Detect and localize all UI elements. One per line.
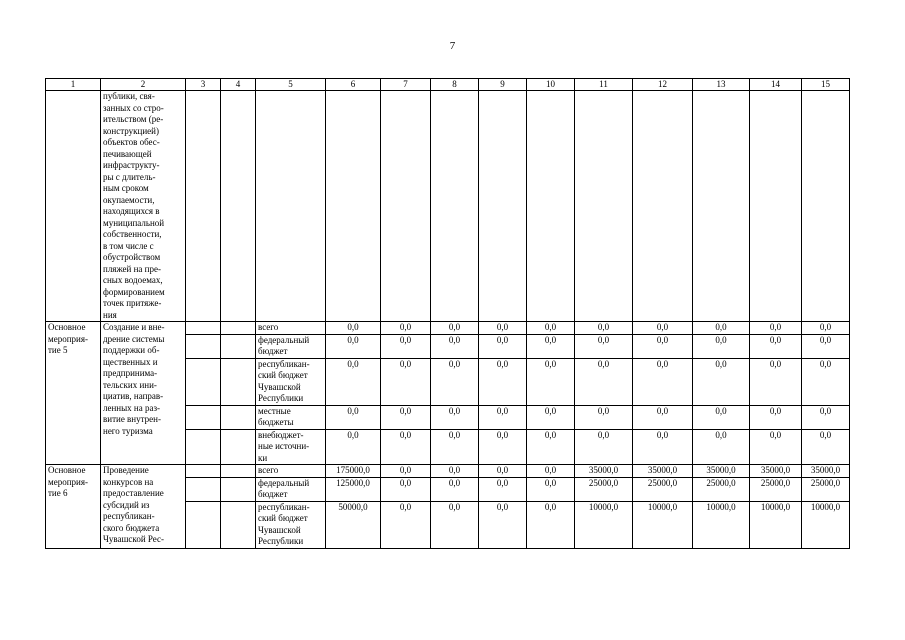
funding-source-line: Республики — [258, 393, 304, 403]
description-line: Чувашской Рес- — [103, 534, 164, 544]
value-cell: 0,0 — [575, 358, 633, 405]
value-cell: 10000,0 — [693, 501, 750, 548]
description-line: тельских ини- — [103, 379, 157, 390]
value-cell: 0,0 — [381, 358, 431, 405]
value-cell: 0,0 — [326, 405, 381, 429]
value-cell: 0,0 — [633, 334, 693, 358]
cell-empty — [221, 429, 256, 465]
table-row — [46, 465, 850, 478]
description-line: в том числе с — [103, 240, 154, 251]
cell-empty — [633, 91, 693, 322]
cell-empty — [186, 358, 221, 405]
cell-empty — [221, 358, 256, 405]
value-cell: 0,0 — [527, 477, 575, 501]
event-name-line: Основное — [48, 322, 86, 332]
value-cell: 175000,0 — [326, 465, 381, 478]
funding-source-line: ки — [258, 452, 268, 463]
funding-source-line: ский бюджет — [258, 370, 308, 380]
event-description-cell — [101, 322, 186, 465]
value-cell: 0,0 — [479, 322, 527, 335]
funding-source-cell — [256, 477, 326, 501]
cell-empty — [221, 322, 256, 335]
value-cell: 0,0 — [633, 429, 693, 465]
cell-empty — [221, 334, 256, 358]
value-cell: 0,0 — [479, 429, 527, 465]
description-line: щественных и — [103, 356, 158, 367]
description-line: находящихся в — [103, 206, 160, 216]
description-line: конкурсов на — [103, 476, 154, 487]
value-cell: 10000,0 — [750, 501, 802, 548]
value-cell: 0,0 — [527, 405, 575, 429]
description-line: Проведение — [103, 465, 149, 475]
cell-empty — [256, 91, 326, 322]
value-cell: 125000,0 — [326, 477, 381, 501]
value-cell: 0,0 — [479, 465, 527, 478]
funding-source-line: ные источни- — [258, 441, 310, 451]
header-cell: 10 — [527, 79, 575, 91]
funding-source-line: Республики — [258, 536, 304, 546]
header-cell: 6 — [326, 79, 381, 91]
event-name-cell — [46, 465, 101, 549]
funding-source-cell — [256, 501, 326, 548]
funding-source-line: республикан- — [258, 501, 310, 512]
cell-empty — [221, 465, 256, 478]
budget-table — [45, 78, 850, 549]
event-name-line: тие 5 — [48, 345, 68, 355]
value-cell: 0,0 — [381, 334, 431, 358]
value-cell: 0,0 — [575, 405, 633, 429]
funding-source-line: внебюджет- — [258, 429, 304, 440]
header-cell: 14 — [750, 79, 802, 91]
page-number: 7 — [449, 40, 456, 52]
funding-source-line: бюджет — [258, 489, 288, 499]
value-cell: 0,0 — [431, 322, 479, 335]
header-cell: 15 — [802, 79, 850, 91]
value-cell: 10000,0 — [802, 501, 850, 548]
description-line: объектов обес- — [103, 137, 160, 147]
funding-source-line: ский бюджет — [258, 513, 308, 523]
description-line: субсидий из — [103, 499, 150, 510]
value-cell: 25000,0 — [633, 477, 693, 501]
value-cell: 0,0 — [750, 405, 802, 429]
funding-source-line: федеральный — [258, 334, 310, 345]
value-cell: 0,0 — [575, 334, 633, 358]
value-cell: 0,0 — [479, 334, 527, 358]
value-cell: 0,0 — [693, 322, 750, 335]
table-header-row — [46, 79, 850, 91]
event-name-line: Основное — [48, 465, 86, 475]
cell-empty — [186, 477, 221, 501]
value-cell: 0,0 — [633, 358, 693, 405]
description-line: печивающей — [103, 148, 152, 159]
funding-source-cell — [256, 429, 326, 465]
funding-source-line: всего — [258, 465, 279, 475]
value-cell: 10000,0 — [575, 501, 633, 548]
cell-empty — [750, 91, 802, 322]
value-cell: 0,0 — [633, 322, 693, 335]
description-line: него туризма — [103, 425, 153, 436]
funding-source-line: федеральный — [258, 477, 310, 488]
value-cell: 0,0 — [527, 334, 575, 358]
funding-source-line: Чувашской — [258, 524, 301, 535]
value-cell: 0,0 — [750, 429, 802, 465]
header-cell: 4 — [221, 79, 256, 91]
value-cell: 0,0 — [431, 501, 479, 548]
cell-empty — [186, 465, 221, 478]
value-cell: 0,0 — [527, 429, 575, 465]
description-line: точек притяже- — [103, 298, 162, 308]
cell-empty — [527, 91, 575, 322]
value-cell: 25000,0 — [750, 477, 802, 501]
value-cell: 0,0 — [431, 358, 479, 405]
event-name-line: тие 6 — [48, 488, 68, 498]
funding-source-cell — [256, 358, 326, 405]
cell-empty — [431, 91, 479, 322]
table-row — [46, 322, 850, 335]
value-cell: 25000,0 — [575, 477, 633, 501]
cell-empty — [381, 91, 431, 322]
description-line: республикан- — [103, 511, 155, 521]
cell-empty — [186, 322, 221, 335]
value-cell: 0,0 — [633, 405, 693, 429]
cell-empty — [46, 91, 101, 322]
description-line: дрение системы — [103, 333, 165, 344]
cell-empty — [326, 91, 381, 322]
value-cell: 0,0 — [693, 334, 750, 358]
value-cell: 0,0 — [381, 465, 431, 478]
value-cell: 0,0 — [527, 501, 575, 548]
value-cell: 25000,0 — [802, 477, 850, 501]
value-cell: 0,0 — [326, 334, 381, 358]
description-line: публики, свя- — [103, 91, 155, 101]
description-line: инфраструкту- — [103, 160, 160, 170]
description-line: ительством (ре- — [103, 114, 164, 124]
header-cell: 11 — [575, 79, 633, 91]
cell-empty — [575, 91, 633, 322]
event-name-line: мероприя- — [48, 476, 88, 487]
value-cell: 0,0 — [693, 358, 750, 405]
value-cell: 0,0 — [802, 429, 850, 465]
header-cell: 1 — [46, 79, 101, 91]
value-cell: 0,0 — [381, 429, 431, 465]
description-line: ния — [103, 309, 117, 320]
funding-source-cell — [256, 465, 326, 478]
table-body — [46, 79, 850, 549]
cell-empty — [802, 91, 850, 322]
cell-empty — [186, 429, 221, 465]
value-cell: 50000,0 — [326, 501, 381, 548]
funding-source-cell — [256, 405, 326, 429]
value-cell: 0,0 — [479, 501, 527, 548]
value-cell: 10000,0 — [633, 501, 693, 548]
value-cell: 0,0 — [802, 334, 850, 358]
table-row — [46, 91, 850, 322]
value-cell: 0,0 — [802, 322, 850, 335]
cell-empty — [221, 501, 256, 548]
funding-source-cell — [256, 322, 326, 335]
description-line: ры с длитель- — [103, 171, 156, 182]
header-cell: 8 — [431, 79, 479, 91]
value-cell: 0,0 — [479, 477, 527, 501]
value-cell: 0,0 — [431, 429, 479, 465]
cell-empty — [221, 91, 256, 322]
value-cell: 0,0 — [381, 322, 431, 335]
value-cell: 25000,0 — [693, 477, 750, 501]
funding-source-line: бюджет — [258, 346, 288, 356]
value-cell: 0,0 — [802, 405, 850, 429]
header-cell: 5 — [256, 79, 326, 91]
funding-source-line: Чувашской — [258, 381, 301, 392]
header-cell: 12 — [633, 79, 693, 91]
value-cell: 0,0 — [431, 334, 479, 358]
value-cell: 0,0 — [750, 358, 802, 405]
description-line: муниципальной — [103, 217, 165, 228]
value-cell: 35000,0 — [633, 465, 693, 478]
value-cell: 0,0 — [750, 334, 802, 358]
header-cell: 9 — [479, 79, 527, 91]
value-cell: 35000,0 — [575, 465, 633, 478]
description-line: витие внутрен- — [103, 414, 161, 424]
description-line: окупаемости, — [103, 194, 155, 205]
funding-source-cell — [256, 334, 326, 358]
cell-empty — [186, 334, 221, 358]
header-cell: 13 — [693, 79, 750, 91]
event-description-cell — [101, 465, 186, 549]
value-cell: 0,0 — [381, 477, 431, 501]
cell-empty — [693, 91, 750, 322]
value-cell: 0,0 — [527, 322, 575, 335]
cell-empty — [186, 501, 221, 548]
description-line: конструкцией) — [103, 125, 159, 136]
value-cell: 0,0 — [326, 358, 381, 405]
cell-empty — [479, 91, 527, 322]
cell-empty — [186, 405, 221, 429]
event-name-cell — [46, 322, 101, 465]
description-line: предоставление — [103, 488, 164, 498]
funding-source-line: республикан- — [258, 358, 310, 369]
description-line: занных со стро- — [103, 102, 164, 113]
funding-source-line: бюджеты — [258, 417, 294, 427]
event-name-line: мероприя- — [48, 333, 88, 344]
value-cell: 0,0 — [575, 429, 633, 465]
header-cell: 7 — [381, 79, 431, 91]
value-cell: 0,0 — [381, 405, 431, 429]
value-cell: 0,0 — [479, 405, 527, 429]
header-cell: 3 — [186, 79, 221, 91]
value-cell: 0,0 — [575, 322, 633, 335]
description-line: сных водоемах, — [103, 275, 163, 285]
value-cell: 0,0 — [326, 322, 381, 335]
description-line: формированием — [103, 286, 165, 297]
value-cell: 0,0 — [693, 429, 750, 465]
description-line: ным сроком — [103, 183, 149, 193]
value-cell: 0,0 — [527, 358, 575, 405]
description-line: ленных на раз- — [103, 402, 161, 413]
cell-empty — [221, 405, 256, 429]
description-line: поддержки об- — [103, 345, 160, 355]
description-line: ского бюджета — [103, 522, 160, 533]
description-line: обустройством — [103, 252, 161, 262]
description-line: предпринима- — [103, 368, 158, 378]
description-line: Создание и вне- — [103, 322, 165, 332]
funding-source-line: всего — [258, 322, 279, 332]
value-cell: 0,0 — [479, 358, 527, 405]
value-cell: 0,0 — [381, 501, 431, 548]
value-cell: 0,0 — [431, 477, 479, 501]
cell-empty — [186, 91, 221, 322]
value-cell: 0,0 — [693, 405, 750, 429]
funding-source-line: местные — [258, 405, 291, 416]
value-cell: 0,0 — [802, 358, 850, 405]
cell-empty — [221, 477, 256, 501]
header-cell: 2 — [101, 79, 186, 91]
description-line: пляжей на пре- — [103, 263, 161, 274]
value-cell: 0,0 — [326, 429, 381, 465]
value-cell: 0,0 — [527, 465, 575, 478]
value-cell: 0,0 — [750, 322, 802, 335]
value-cell: 0,0 — [431, 465, 479, 478]
description-line: циатив, направ- — [103, 391, 164, 401]
value-cell: 35000,0 — [693, 465, 750, 478]
value-cell: 35000,0 — [750, 465, 802, 478]
value-cell: 0,0 — [431, 405, 479, 429]
activity-description-cell — [101, 91, 186, 322]
value-cell: 35000,0 — [802, 465, 850, 478]
description-line: собственности, — [103, 229, 162, 239]
